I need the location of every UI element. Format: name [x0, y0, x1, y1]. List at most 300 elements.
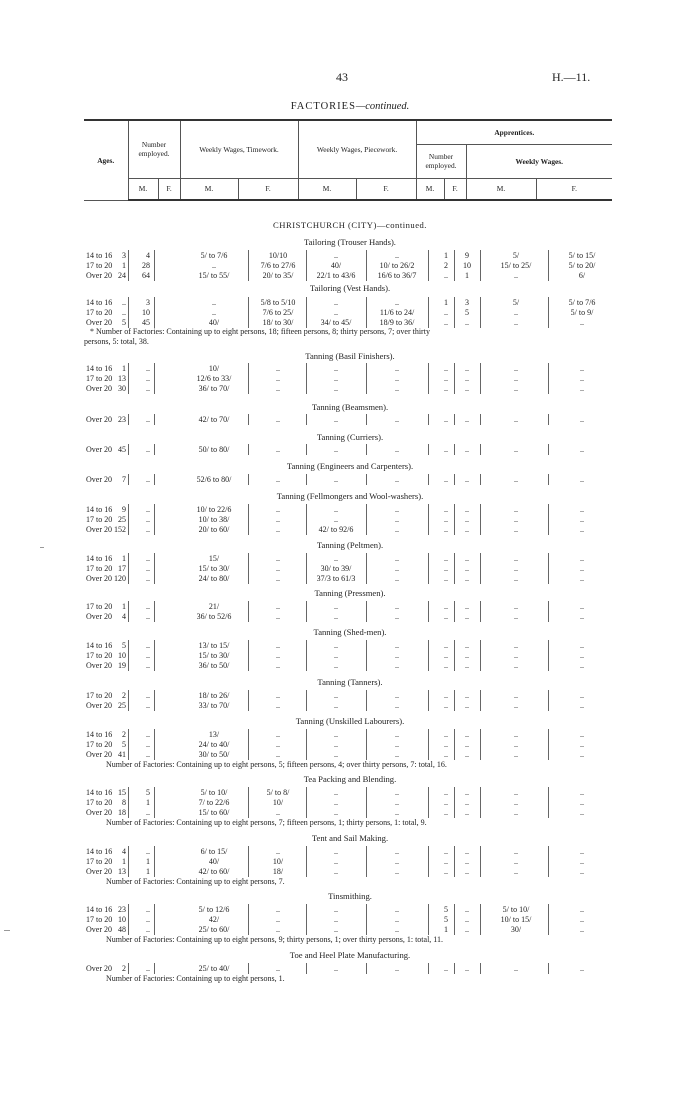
value-cell: 10/: [272, 798, 284, 807]
value-cell: ..: [334, 641, 338, 650]
value-cell: 13/: [208, 730, 220, 739]
value-cell: ..: [395, 415, 399, 424]
value-cell: ..: [334, 308, 338, 317]
value-cell: ..: [444, 415, 448, 424]
value-cell: ..: [276, 651, 280, 660]
header-m: M.: [466, 178, 536, 200]
header-m: M.: [128, 178, 158, 200]
value-cell: ..: [465, 445, 469, 454]
value-cell: 10/ to 15/: [500, 915, 532, 924]
column-rule: [480, 250, 481, 281]
column-rule: [306, 363, 307, 394]
column-rule: [306, 601, 307, 622]
value-cell: 40/: [208, 318, 220, 327]
value-cell: 5/ to 12/6: [198, 905, 230, 914]
value-cell: 10/10: [268, 251, 288, 260]
column-rule: [480, 787, 481, 818]
value-cell: ..: [334, 602, 338, 611]
age-cell: Over 20: [86, 750, 112, 759]
value-cell: ..: [395, 364, 399, 373]
value-cell: ..: [580, 915, 584, 924]
table-row: [0, 905, 700, 915]
section-heading-tanning-tanners: Tanning (Tanners).: [317, 677, 383, 687]
value-cell: ..: [395, 475, 399, 484]
value-cell: ..: [334, 374, 338, 383]
value-cell: 36/ to 50/: [198, 661, 230, 670]
column-rule: [366, 787, 367, 818]
table-row: [0, 730, 700, 740]
value-cell: ..: [395, 298, 399, 307]
header-apprentices: Apprentices.: [416, 120, 612, 144]
value-cell: 23: [118, 415, 126, 424]
value-cell: ..: [580, 730, 584, 739]
value-cell: 2: [122, 730, 126, 739]
header-m: M.: [416, 178, 444, 200]
value-cell: ..: [465, 788, 469, 797]
value-cell: ..: [580, 602, 584, 611]
value-cell: ..: [580, 651, 584, 660]
table-row: [0, 808, 700, 818]
header-wages-timework: Weekly Wages, Timework.: [180, 120, 298, 178]
value-cell: 18/: [272, 867, 284, 876]
value-cell: ..: [276, 384, 280, 393]
column-rule: [128, 640, 129, 671]
value-cell: ..: [395, 445, 399, 454]
value-cell: ..: [146, 515, 150, 524]
column-rule: [248, 787, 249, 818]
value-cell: 3: [146, 298, 150, 307]
age-cell: Over 20: [86, 384, 112, 393]
value-cell: ..: [580, 374, 584, 383]
value-cell: ..: [334, 701, 338, 710]
value-cell: ..: [444, 475, 448, 484]
column-rule: [480, 690, 481, 711]
value-cell: ..: [146, 475, 150, 484]
value-cell: 5: [122, 318, 126, 327]
value-cell: ..: [395, 602, 399, 611]
table-row: [0, 798, 700, 808]
value-cell: ..: [444, 602, 448, 611]
column-rule: [548, 601, 549, 622]
value-cell: ..: [395, 515, 399, 524]
column-rule: [428, 414, 429, 425]
value-cell: 30/ to 39/: [320, 564, 352, 573]
value-cell: 22/1 to 43/6: [316, 271, 356, 280]
value-cell: ..: [465, 730, 469, 739]
age-cell: 17 to 20: [86, 602, 113, 611]
value-cell: 18: [118, 808, 126, 817]
section-heading-tanning-fellmongers-and-wool-washers: Tanning (Fellmongers and Wool-washers).: [276, 491, 424, 501]
value-cell: ..: [276, 641, 280, 650]
value-cell: ..: [580, 701, 584, 710]
value-cell: 28: [142, 261, 150, 270]
value-cell: ..: [395, 730, 399, 739]
value-cell: ..: [514, 857, 518, 866]
value-cell: ..: [334, 364, 338, 373]
factories-note: Number of Factories: Containing up to eight persons, 7; fifteen persons, 1; thirty persons, 1: total, 9.: [106, 818, 427, 827]
value-cell: ..: [276, 515, 280, 524]
table-row: [0, 740, 700, 750]
value-cell: 5/ to 9/: [570, 308, 594, 317]
column-rule: [128, 474, 129, 485]
title-continued: —continued.: [355, 101, 410, 112]
column-rule: [548, 640, 549, 671]
header-ages: Ages.: [84, 120, 128, 200]
value-cell: 5: [444, 915, 448, 924]
value-cell: ..: [146, 554, 150, 563]
value-cell: ..: [514, 740, 518, 749]
column-rule: [366, 553, 367, 584]
column-rule: [428, 729, 429, 760]
value-cell: ..: [395, 905, 399, 914]
value-cell: ..: [514, 505, 518, 514]
value-cell: ..: [395, 661, 399, 670]
value-cell: 6/ to 15/: [200, 847, 228, 856]
value-cell: 34/ to 45/: [320, 318, 352, 327]
table-row: [0, 554, 700, 564]
value-cell: 5/ to 7/6: [200, 251, 228, 260]
column-rule: [548, 250, 549, 281]
value-cell: ..: [334, 505, 338, 514]
column-rule: [248, 729, 249, 760]
section-heading-tinsmithing: Tinsmithing.: [328, 891, 372, 901]
column-rule: [154, 904, 155, 935]
value-cell: ..: [146, 964, 150, 973]
value-cell: 24/ to 80/: [198, 574, 230, 583]
column-rule: [548, 363, 549, 394]
value-cell: 1: [146, 867, 150, 876]
value-cell: ..: [465, 798, 469, 807]
value-cell: ..: [514, 364, 518, 373]
value-cell: ..: [514, 788, 518, 797]
value-cell: ..: [580, 808, 584, 817]
value-cell: ..: [146, 641, 150, 650]
value-cell: ..: [580, 525, 584, 534]
value-cell: ..: [580, 905, 584, 914]
column-rule: [428, 904, 429, 935]
value-cell: 2: [444, 261, 448, 270]
value-cell: ..: [395, 964, 399, 973]
value-cell: ..: [465, 374, 469, 383]
column-rule: [480, 601, 481, 622]
value-cell: ..: [444, 730, 448, 739]
value-cell: ..: [514, 651, 518, 660]
section-heading-tailoring-trouser-hands: Tailoring (Trouser Hands).: [304, 237, 396, 247]
value-cell: ..: [580, 445, 584, 454]
value-cell: ..: [465, 574, 469, 583]
value-cell: ..: [465, 602, 469, 611]
value-cell: ..: [334, 554, 338, 563]
column-rule: [480, 363, 481, 394]
value-cell: ..: [334, 251, 338, 260]
value-cell: ..: [276, 750, 280, 759]
value-cell: ..: [334, 808, 338, 817]
column-rule: [154, 729, 155, 760]
value-cell: 5: [146, 788, 150, 797]
value-cell: ..: [334, 867, 338, 876]
age-cell: 14 to 16: [86, 298, 113, 307]
value-cell: ..: [580, 798, 584, 807]
age-cell: 17 to 20: [86, 261, 113, 270]
factories-note: Number of Factories: Containing up to eight persons, 5; fifteen persons, 4; over thirty persons, 7: total, 16.: [106, 760, 447, 769]
table-row: [0, 475, 700, 485]
column-rule: [548, 474, 549, 485]
table-row: [0, 641, 700, 651]
value-cell: 4: [122, 612, 126, 621]
value-cell: ..: [395, 857, 399, 866]
value-cell: ..: [276, 740, 280, 749]
value-cell: 10/: [208, 364, 220, 373]
value-cell: ..: [395, 788, 399, 797]
value-cell: 41: [118, 750, 126, 759]
table-row: [0, 308, 700, 318]
value-cell: ..: [334, 905, 338, 914]
value-cell: ..: [444, 691, 448, 700]
column-rule: [366, 729, 367, 760]
column-rule: [306, 904, 307, 935]
column-rule: [454, 504, 455, 535]
value-cell: 25: [118, 515, 126, 524]
age-cell: 17 to 20: [86, 308, 113, 317]
column-rule: [306, 250, 307, 281]
value-cell: 16/6 to 36/7: [377, 271, 417, 280]
table-row: [0, 515, 700, 525]
value-cell: ..: [444, 574, 448, 583]
age-cell: Over 20: [86, 271, 112, 280]
column-rule: [454, 787, 455, 818]
value-cell: 24: [118, 271, 126, 280]
age-cell: 14 to 16: [86, 730, 113, 739]
value-cell: ..: [395, 505, 399, 514]
value-cell: ..: [514, 574, 518, 583]
value-cell: ..: [465, 651, 469, 660]
table-row: [0, 847, 700, 857]
table-row: [0, 612, 700, 622]
value-cell: 25/ to 40/: [198, 964, 230, 973]
value-cell: ..: [276, 554, 280, 563]
section-heading-tanning-unskilled-labourers: Tanning (Unskilled Labourers).: [295, 716, 405, 726]
value-cell: ..: [444, 554, 448, 563]
column-rule: [248, 904, 249, 935]
value-cell: ..: [334, 798, 338, 807]
value-cell: ..: [146, 505, 150, 514]
column-rule: [248, 640, 249, 671]
value-cell: ..: [444, 515, 448, 524]
value-cell: ..: [514, 730, 518, 739]
value-cell: ..: [334, 445, 338, 454]
section-heading-tanning-peltmen: Tanning (Peltmen).: [316, 540, 384, 550]
column-rule: [248, 414, 249, 425]
factories-note: Number of Factories: Containing up to eight persons, 9; thirty persons, 1; over thirty persons, 1: total, 11.: [106, 935, 443, 944]
column-rule: [366, 444, 367, 455]
column-rule: [128, 504, 129, 535]
value-cell: ..: [444, 564, 448, 573]
age-cell: 14 to 16: [86, 847, 113, 856]
value-cell: ..: [334, 857, 338, 866]
value-cell: 50/ to 80/: [198, 445, 230, 454]
table-row: [0, 750, 700, 760]
value-cell: ..: [444, 964, 448, 973]
column-rule: [366, 904, 367, 935]
value-cell: ..: [122, 308, 126, 317]
column-rule: [128, 963, 129, 974]
age-cell: 17 to 20: [86, 857, 113, 866]
column-rule: [248, 690, 249, 711]
value-cell: 2: [122, 964, 126, 973]
value-cell: ..: [276, 612, 280, 621]
value-cell: ..: [146, 574, 150, 583]
value-cell: 1: [122, 554, 126, 563]
value-cell: 13: [118, 867, 126, 876]
column-rule: [480, 904, 481, 935]
margin-mark: [40, 547, 44, 548]
value-cell: ..: [580, 564, 584, 573]
page-title: [0, 101, 700, 112]
table-row: [0, 261, 700, 271]
value-cell: 5/ to 10/: [502, 905, 530, 914]
value-cell: ..: [444, 525, 448, 534]
column-rule: [306, 504, 307, 535]
column-rule: [366, 601, 367, 622]
value-cell: ..: [146, 730, 150, 739]
column-rule: [548, 846, 549, 877]
value-cell: 18/ to 26/: [198, 691, 230, 700]
value-cell: ..: [514, 415, 518, 424]
value-cell: ..: [146, 651, 150, 660]
factories-note: Number of Factories: Containing up to eight persons, 7.: [106, 877, 285, 886]
section-heading-tailoring-vest-hands: Tailoring (Vest Hands).: [309, 283, 391, 293]
age-cell: 14 to 16: [86, 251, 113, 260]
age-cell: 14 to 16: [86, 554, 113, 563]
column-rule: [366, 363, 367, 394]
value-cell: ..: [444, 651, 448, 660]
value-cell: 19: [118, 661, 126, 670]
column-rule: [128, 904, 129, 935]
age-cell: Over 20: [86, 612, 112, 621]
value-cell: ..: [212, 298, 216, 307]
table-row: [0, 964, 700, 974]
value-cell: ..: [146, 602, 150, 611]
column-rule: [366, 474, 367, 485]
value-cell: ..: [276, 574, 280, 583]
value-cell: ..: [444, 740, 448, 749]
value-cell: ..: [395, 750, 399, 759]
value-cell: ..: [465, 318, 469, 327]
value-cell: ..: [395, 384, 399, 393]
column-rule: [548, 414, 549, 425]
value-cell: 42/ to 92/6: [318, 525, 354, 534]
age-cell: Over 20: [86, 574, 112, 583]
value-cell: ..: [334, 750, 338, 759]
value-cell: ..: [146, 612, 150, 621]
value-cell: ..: [276, 701, 280, 710]
value-cell: ..: [465, 612, 469, 621]
factories-note: * Number of Factories: Containing up to eight persons, 18; fifteen persons, 8; thirty persons, 7; over thirty: [90, 327, 430, 336]
value-cell: 10: [118, 915, 126, 924]
header-f: F.: [536, 178, 612, 200]
value-cell: 20/ to 35/: [262, 271, 294, 280]
value-cell: ..: [444, 847, 448, 856]
value-cell: ..: [444, 374, 448, 383]
value-cell: ..: [514, 798, 518, 807]
value-cell: ..: [276, 964, 280, 973]
section-heading-tanning-beamsmen: Tanning (Beamsmen).: [311, 402, 389, 412]
value-cell: 7/6 to 27/6: [260, 261, 296, 270]
value-cell: ..: [395, 847, 399, 856]
value-cell: 4: [122, 847, 126, 856]
value-cell: ..: [334, 384, 338, 393]
value-cell: ..: [395, 251, 399, 260]
value-cell: ..: [395, 641, 399, 650]
value-cell: ..: [395, 925, 399, 934]
column-rule: [366, 640, 367, 671]
column-rule: [154, 601, 155, 622]
value-cell: ..: [580, 384, 584, 393]
value-cell: 40/: [330, 261, 342, 270]
value-cell: 7: [122, 475, 126, 484]
value-cell: ..: [276, 445, 280, 454]
value-cell: ..: [122, 298, 126, 307]
value-cell: 5/ to 7/6: [568, 298, 596, 307]
value-cell: ..: [146, 905, 150, 914]
value-cell: ..: [276, 661, 280, 670]
value-cell: 25/ to 60/: [198, 925, 230, 934]
column-rule: [480, 297, 481, 328]
column-rule: [428, 444, 429, 455]
value-cell: ..: [465, 641, 469, 650]
column-rule: [128, 787, 129, 818]
value-cell: ..: [444, 661, 448, 670]
column-rule: [480, 846, 481, 877]
value-cell: ..: [395, 867, 399, 876]
column-rule: [128, 729, 129, 760]
value-cell: ..: [580, 964, 584, 973]
column-rule: [480, 504, 481, 535]
value-cell: ..: [580, 415, 584, 424]
value-cell: ..: [514, 641, 518, 650]
value-cell: ..: [395, 554, 399, 563]
column-rule: [454, 729, 455, 760]
age-cell: 17 to 20: [86, 374, 113, 383]
value-cell: ..: [276, 905, 280, 914]
value-cell: ..: [580, 554, 584, 563]
column-rule: [306, 846, 307, 877]
column-rule: [454, 250, 455, 281]
value-cell: 9: [465, 251, 469, 260]
value-cell: ..: [276, 415, 280, 424]
column-rule: [480, 414, 481, 425]
value-cell: 17: [118, 564, 126, 573]
value-cell: ..: [334, 915, 338, 924]
table-row: [0, 564, 700, 574]
value-cell: 5/ to 10/: [200, 788, 228, 797]
column-rule: [428, 297, 429, 328]
column-rule: [366, 504, 367, 535]
column-rule: [548, 690, 549, 711]
value-cell: 5/8 to 5/10: [260, 298, 296, 307]
column-rule: [306, 414, 307, 425]
column-rule: [248, 444, 249, 455]
column-rule: [428, 640, 429, 671]
column-rule: [366, 297, 367, 328]
value-cell: ..: [465, 691, 469, 700]
age-cell: 17 to 20: [86, 915, 113, 924]
value-cell: ..: [276, 374, 280, 383]
value-cell: 42/: [208, 915, 220, 924]
value-cell: ..: [514, 374, 518, 383]
column-rule: [154, 474, 155, 485]
value-cell: 10: [463, 261, 471, 270]
